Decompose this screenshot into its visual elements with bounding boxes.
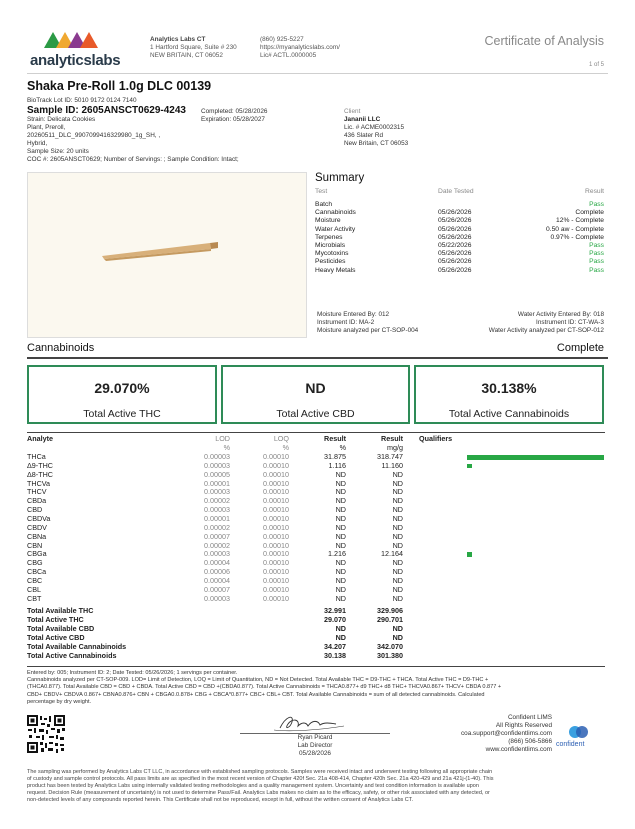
wa-entered: Water Activity Entered By: 018 [517, 311, 604, 318]
analyte-row [27, 515, 605, 524]
lab-info [150, 36, 237, 60]
total-mg: 329.906 [377, 606, 403, 616]
summary-test: Batch [315, 201, 333, 208]
total-pct: ND [335, 624, 346, 634]
analyte-result-pct: ND [335, 487, 346, 497]
confident-line2: All Rights Reserved [495, 722, 552, 729]
disclaimer [27, 769, 607, 804]
logo-mark-icon [44, 28, 104, 50]
analyte-result-mg: ND [392, 478, 403, 488]
analyte-loq: 0.00010 [263, 549, 289, 559]
analyte-loq: 0.00010 [263, 584, 289, 594]
notes-rule [27, 666, 605, 667]
analyte-name: THCa [27, 452, 46, 461]
summary-date: 05/26/2026 [438, 266, 472, 274]
analyte-result-mg: ND [392, 593, 403, 603]
note-line: (THCA0.877). Total Available CBD = CBD + CBDA. Total Active CBD = CBD +(CBDA0.877). Total Active Cannabinoids = THCA0.877+ d9 THC+ d8 THC+ THCVA0.867+ THCV+ CBDA 0.877 + [27, 684, 502, 691]
analyte-lod: 0.00004 [204, 558, 230, 568]
analyte-row [27, 559, 605, 568]
qr-code[interactable] [27, 715, 65, 753]
total-label: Total Active THC [27, 615, 84, 625]
summary-result: 12% - Complete [556, 217, 604, 225]
analyte-result-pct: ND [335, 593, 346, 603]
lab-address-1: 1 Hartford Square, Suite # 230 [150, 44, 237, 51]
analyte-row [27, 542, 605, 551]
analyte-lod: 0.00002 [204, 540, 230, 550]
analyte-result-pct: ND [335, 513, 346, 523]
analyte-loq: 0.00010 [263, 452, 289, 461]
analyte-result-mg: ND [392, 558, 403, 568]
analyte-lod: 0.00001 [204, 478, 230, 488]
header-divider [27, 73, 608, 74]
analyte-loq: 0.00010 [263, 593, 289, 603]
preroll-image [28, 173, 306, 337]
header-result-pct: Result [324, 434, 346, 443]
analyte-result-mg: ND [392, 567, 403, 577]
total-mg: 290.701 [377, 615, 403, 625]
note-line: CBD+ CBDV+ CBDVA 0.867+ CBNA0.876+ CBN + CBGA0.0.878+ CBG + CBCA*0.877+ CBC+ CBL+ CBT. Total Available Cannabinoids = sum of all detected cannabinoids. Calculated [27, 691, 485, 698]
summary-header [315, 188, 604, 196]
analyte-result-mg: ND [392, 584, 403, 594]
analyte-row [27, 550, 605, 559]
confident-line1: Confident LIMS [507, 714, 552, 721]
summary-title: Summary [315, 172, 365, 184]
analyte-name: CBT [27, 593, 42, 603]
total-pct: 32.991 [324, 606, 346, 616]
company-logo [30, 28, 122, 70]
analyte-loq: 0.00010 [263, 487, 289, 497]
card-label: Total Active THC [83, 408, 161, 420]
total-label: Total Available CBD [27, 624, 95, 634]
analyte-lod: 0.00003 [204, 452, 230, 461]
analyte-name: CBD [27, 505, 43, 515]
analyte-result-pct: 1.216 [328, 549, 346, 559]
confident-phone: (866) 506-5866 [508, 738, 552, 745]
analyte-result-pct: ND [335, 531, 346, 541]
analyte-result-pct: ND [335, 575, 346, 585]
analyte-lod: 0.00007 [204, 584, 230, 594]
signature-block [240, 710, 390, 758]
analyte-result-mg: ND [392, 505, 403, 515]
total-pct: 29.070 [324, 615, 346, 625]
summary-row [315, 234, 604, 242]
signer-title: Lab Director [297, 742, 333, 749]
signer [240, 734, 390, 758]
lab-phone: (860) 925-5227 [260, 36, 304, 43]
analyte-row [27, 506, 605, 515]
product-file: 20260511_DLC_9907099416329980_1g_SH, , [27, 132, 161, 139]
total-mg: 342.070 [377, 641, 403, 651]
signer-name: Ryan Picard [297, 734, 333, 741]
analyte-loq: 0.00010 [263, 460, 289, 470]
summary-result: 0.97% - Complete [550, 233, 604, 241]
analyte-result-mg: ND [392, 487, 403, 497]
product-type: Plant, Preroll, [27, 124, 66, 131]
analyte-row [27, 595, 605, 604]
header-loq: LOQ [273, 434, 289, 443]
unit-loq: % [282, 443, 289, 452]
sample-size: Sample Size: 20 units [27, 148, 89, 155]
analyte-loq: 0.00010 [263, 540, 289, 550]
analyte-loq: 0.00010 [263, 513, 289, 523]
doc-title: Certificate of Analysis [484, 34, 604, 48]
signer-date: 05/28/2026 [299, 750, 331, 757]
header-analyte: Analyte [27, 434, 53, 443]
analyte-row [27, 488, 605, 497]
unit-lod: % [223, 443, 230, 452]
card-label: Total Active CBD [276, 408, 355, 420]
summary-result: Complete [575, 209, 604, 217]
summary-test: Moisture [315, 217, 341, 225]
analyte-row [27, 568, 605, 577]
analyte-result-mg: ND [392, 575, 403, 585]
client-address-2: New Britain, CT 06053 [344, 140, 409, 147]
analyte-lod: 0.00003 [204, 593, 230, 603]
analyte-result-pct: ND [335, 469, 346, 479]
total-pct: 30.138 [324, 650, 346, 660]
analyte-loq: 0.00010 [263, 522, 289, 532]
analyte-loq: 0.00010 [263, 505, 289, 515]
analyte-result-pct: ND [335, 584, 346, 594]
disclaimer-line: The sampling was performed by Analytics Labs CT LLC, in accordance with established sampling protocols. Samples were received intact and underwent testing following all appropriate chain [27, 769, 493, 775]
total-row [27, 607, 605, 616]
total-label: Total Available THC [27, 606, 94, 616]
lab-website[interactable]: https://myanalyticslabs.com/ [260, 44, 340, 51]
analyte-lod: 0.00003 [204, 487, 230, 497]
summary-test: Terpenes [315, 233, 343, 241]
confident-info [461, 714, 552, 754]
analyte-result-mg: ND [392, 496, 403, 506]
summary-row [315, 209, 604, 217]
moisture-sop: Moisture analyzed per CT-SOP-004 [317, 327, 419, 334]
summary-date: 05/26/2026 [438, 258, 472, 266]
summary-row [315, 201, 604, 209]
summary-header-result: Result [585, 188, 604, 195]
summary-date [438, 201, 528, 209]
analyte-result-mg: ND [392, 531, 403, 541]
analyte-result-mg: 318.747 [377, 452, 403, 461]
analyte-loq: 0.00010 [263, 496, 289, 506]
summary-row [315, 267, 604, 275]
summary-result: Pass [589, 250, 604, 258]
analyte-name: THCVa [27, 478, 51, 488]
card-value: 29.070% [94, 380, 150, 396]
total-label: Total Available Cannabinoids [27, 641, 127, 651]
total-mg: ND [392, 624, 403, 634]
analyte-lod: 0.00003 [204, 549, 230, 559]
summary-test: Microbials [315, 242, 346, 250]
summary-row [315, 226, 604, 234]
dates [201, 108, 267, 124]
card-total-active-thc [27, 365, 217, 424]
analyte-name: THCV [27, 487, 47, 497]
analyte-result-mg: ND [392, 513, 403, 523]
cannabinoids-title: Cannabinoids [27, 342, 95, 354]
total-row [27, 652, 605, 661]
analyte-lod: 0.00002 [204, 496, 230, 506]
analyte-result-pct: ND [335, 496, 346, 506]
qualifier-bar [467, 552, 472, 557]
page-number: 1 of 5 [588, 62, 604, 68]
summary-row [315, 250, 604, 258]
note-line: Entered by: 005; Instrument ID: 2; Date Tested: 05/26/2026; 1 servings per container. [27, 670, 238, 676]
summary-date: 05/26/2026 [438, 217, 472, 225]
analyte-loq: 0.00010 [263, 567, 289, 577]
analyte-result-pct: ND [335, 522, 346, 532]
analyte-result-mg: ND [392, 469, 403, 479]
analyte-result-pct: ND [335, 558, 346, 568]
analyte-name: CBL [27, 584, 41, 594]
note-line: Cannabinoids analyzed per CT-SOP-009. LOD= Limit of Detection, LOQ = Limit of Quantitation, ND = Not Detected. Total Available THC = D9-THC + THCA. Total Active THC = D9-THC + [27, 677, 489, 684]
summary-test: Water Activity [315, 225, 356, 233]
analyte-name: Δ8-THC [27, 469, 53, 479]
analyte-result-mg: 11.160 [381, 460, 403, 470]
total-row [27, 616, 605, 625]
lab-contact [260, 36, 340, 60]
confident-logo-icon [568, 723, 590, 741]
note-line: percentage by dry weight. [27, 698, 92, 705]
analyte-loq: 0.00010 [263, 575, 289, 585]
lab-name: Analytics Labs CT [150, 36, 206, 43]
analyte-result-mg: 12.164 [381, 549, 403, 559]
product-category: Hybrid, [27, 140, 48, 147]
coc: COC #: 2605ANSCT0629; Number of Servings: ; Sample Condition: Intact; [27, 156, 239, 163]
wa-instrument: Instrument ID: CT-WA-3 [536, 319, 604, 326]
disclaimer-line: product has been tested by Analytics Labs using internally validated testing methodologies and a quality management system. Uncertainty and test condition information is available upon [27, 782, 479, 789]
analyte-name: Δ9-THC [27, 460, 53, 470]
analyte-lod: 0.00006 [204, 567, 230, 577]
analyte-name: CBGa [27, 549, 47, 559]
summary-date: 05/26/2026 [438, 233, 472, 241]
analyte-result-pct: ND [335, 540, 346, 550]
disclaimer-line: non-detected levels of any compounds reported herein. This Certificate shall not be reproduced, except in full, without the written consent of Analytics Labs CT. [27, 796, 414, 803]
analyte-result-pct: ND [335, 505, 346, 515]
product-image [27, 172, 307, 338]
client-info [344, 108, 408, 148]
strain: Strain: Delicata Cookies [27, 116, 96, 123]
analyte-result-mg: ND [392, 522, 403, 532]
sample-id: Sample ID: 2605ANSCT0629-4243 [27, 105, 186, 116]
analyte-result-pct: 1.116 [328, 460, 346, 470]
summary-date: 05/26/2026 [438, 209, 472, 217]
card-total-active-cannabinoids [414, 365, 604, 424]
wa-sop: Water Activity analyzed per CT-SOP-012 [488, 327, 604, 334]
moisture-info [315, 311, 418, 335]
summary-test: Mycotoxins [315, 250, 349, 258]
cannabinoids-status: Complete [556, 342, 604, 354]
analyte-lod: 0.00004 [204, 575, 230, 585]
analyte-row [27, 480, 605, 489]
header-lod: LOD [215, 434, 230, 443]
product-name: Shaka Pre-Roll 1.0g DLC 00139 [27, 79, 212, 93]
summary-rows [315, 201, 604, 275]
analyte-name: CBNa [27, 531, 47, 541]
summary-test: Cannabinoids [315, 209, 356, 217]
analyte-lod: 0.00005 [204, 469, 230, 479]
analyte-name: CBDa [27, 496, 47, 506]
analyte-loq: 0.00010 [263, 478, 289, 488]
summary-result: Pass [589, 266, 604, 274]
summary-result: Pass [589, 258, 604, 266]
completed-date: Completed: 05/28/2026 [201, 108, 268, 115]
card-total-active-cbd [221, 365, 410, 424]
analyte-row [27, 471, 605, 480]
expiration-date: Expiration: 05/28/2027 [201, 116, 265, 123]
header-result-mg: Result [381, 434, 403, 443]
client-label: Client [344, 108, 361, 115]
analyte-name: CBDV [27, 522, 47, 532]
analyte-name: CBN [27, 540, 43, 550]
analyte-row [27, 497, 605, 506]
cannabinoids-divider [27, 357, 608, 359]
confident-logo [556, 723, 606, 753]
summary-date: 05/26/2026 [438, 250, 472, 258]
analyte-row [27, 533, 605, 542]
summary-row [315, 217, 604, 225]
client-license: Lic. # ACME0002315 [344, 124, 405, 131]
total-mg: 301.380 [377, 650, 403, 660]
analyte-name: CBG [27, 558, 43, 568]
summary-date: 05/26/2026 [438, 225, 472, 233]
analyte-row [27, 462, 605, 471]
disclaimer-line: request. Decision Rule (measurement of uncertainty) is not used to determine Pass/Fail. Analytics Labs makes no claim as to the efficacy, safety, or other risk associated with any detected, or [27, 789, 490, 796]
summary-row [315, 242, 604, 250]
summary-table [315, 188, 604, 200]
total-label: Total Active CBD [27, 633, 85, 642]
logo-text: analyticslabs [30, 52, 121, 69]
summary-test: Pesticides [315, 258, 346, 266]
qualifier-bar [467, 455, 604, 460]
summary-row [315, 258, 604, 266]
confident-logo-text: confident [556, 741, 585, 748]
analyte-top-rule [27, 432, 605, 433]
analyte-loq: 0.00010 [263, 469, 289, 479]
analyte-loq: 0.00010 [263, 558, 289, 568]
analyte-row [27, 586, 605, 595]
qr-code-icon [27, 715, 65, 753]
card-value: 30.138% [481, 380, 537, 396]
method-notes [27, 670, 607, 706]
analyte-name: CBC [27, 575, 43, 585]
lot-id: BioTrack Lot ID: 5010 9172 0124 7140 [27, 97, 137, 104]
analyte-row [27, 524, 605, 533]
summary-test: Heavy Metals [315, 266, 356, 274]
qualifier-bar [467, 464, 472, 469]
analyte-name: CBDVa [27, 513, 51, 523]
card-value: ND [305, 380, 326, 396]
header-qualifiers: Qualifiers [419, 434, 453, 443]
analyte-result-pct: ND [335, 478, 346, 488]
moisture-instrument: Instrument ID: MA-2 [317, 319, 375, 326]
unit-result-pct: % [339, 443, 346, 452]
summary-date: 05/22/2026 [438, 242, 472, 250]
total-row [27, 625, 605, 634]
summary-result: Pass [589, 201, 604, 208]
confident-email[interactable]: coa.support@confidentlims.com [460, 730, 552, 737]
analyte-row [27, 577, 605, 586]
lab-address-2: NEW BRITAIN, CT 06052 [150, 52, 223, 59]
analyte-name: CBCa [27, 567, 47, 577]
summary-header-test: Test [315, 188, 328, 195]
analyte-lod: 0.00003 [204, 460, 230, 470]
total-label: Total Active Cannabinoids [27, 650, 117, 660]
analyte-result-pct: ND [335, 567, 346, 577]
analyte-result-pct: 31.875 [324, 452, 346, 461]
moisture-entered: Moisture Entered By: 012 [317, 311, 390, 318]
analyte-loq: 0.00010 [263, 531, 289, 541]
summary-result: 0.50 aw - Complete [546, 225, 604, 233]
analyte-lod: 0.00003 [204, 505, 230, 515]
client-name: Jananii LLC [344, 116, 381, 123]
water-activity-info [489, 311, 604, 335]
client-address-1: 436 Slater Rd [344, 132, 384, 139]
summary-result: Pass [589, 242, 604, 250]
lab-license: Lic# ACTL.0000005 [260, 52, 317, 59]
analyte-result-mg: ND [392, 540, 403, 550]
analyte-lod: 0.00001 [204, 513, 230, 523]
disclaimer-line: of custody and sample control protocols. All pass limits are as specified in the most recent version of Chapter 420f Sec. 21a 408-414, Chapter 420h Sec. 21a 420-429 and 21a 421j-(1-40). This [27, 775, 494, 782]
total-pct: ND [335, 633, 346, 642]
unit-result-mg: mg/g [387, 443, 403, 452]
summary-header-date: Date Tested [438, 188, 474, 195]
confident-website[interactable]: www.confidentlims.com [485, 746, 552, 753]
total-mg: ND [392, 633, 403, 642]
analyte-lod: 0.00002 [204, 522, 230, 532]
total-pct: 34.207 [324, 641, 346, 651]
card-label: Total Active Cannabinoids [448, 408, 570, 420]
analyte-lod: 0.00007 [204, 531, 230, 541]
